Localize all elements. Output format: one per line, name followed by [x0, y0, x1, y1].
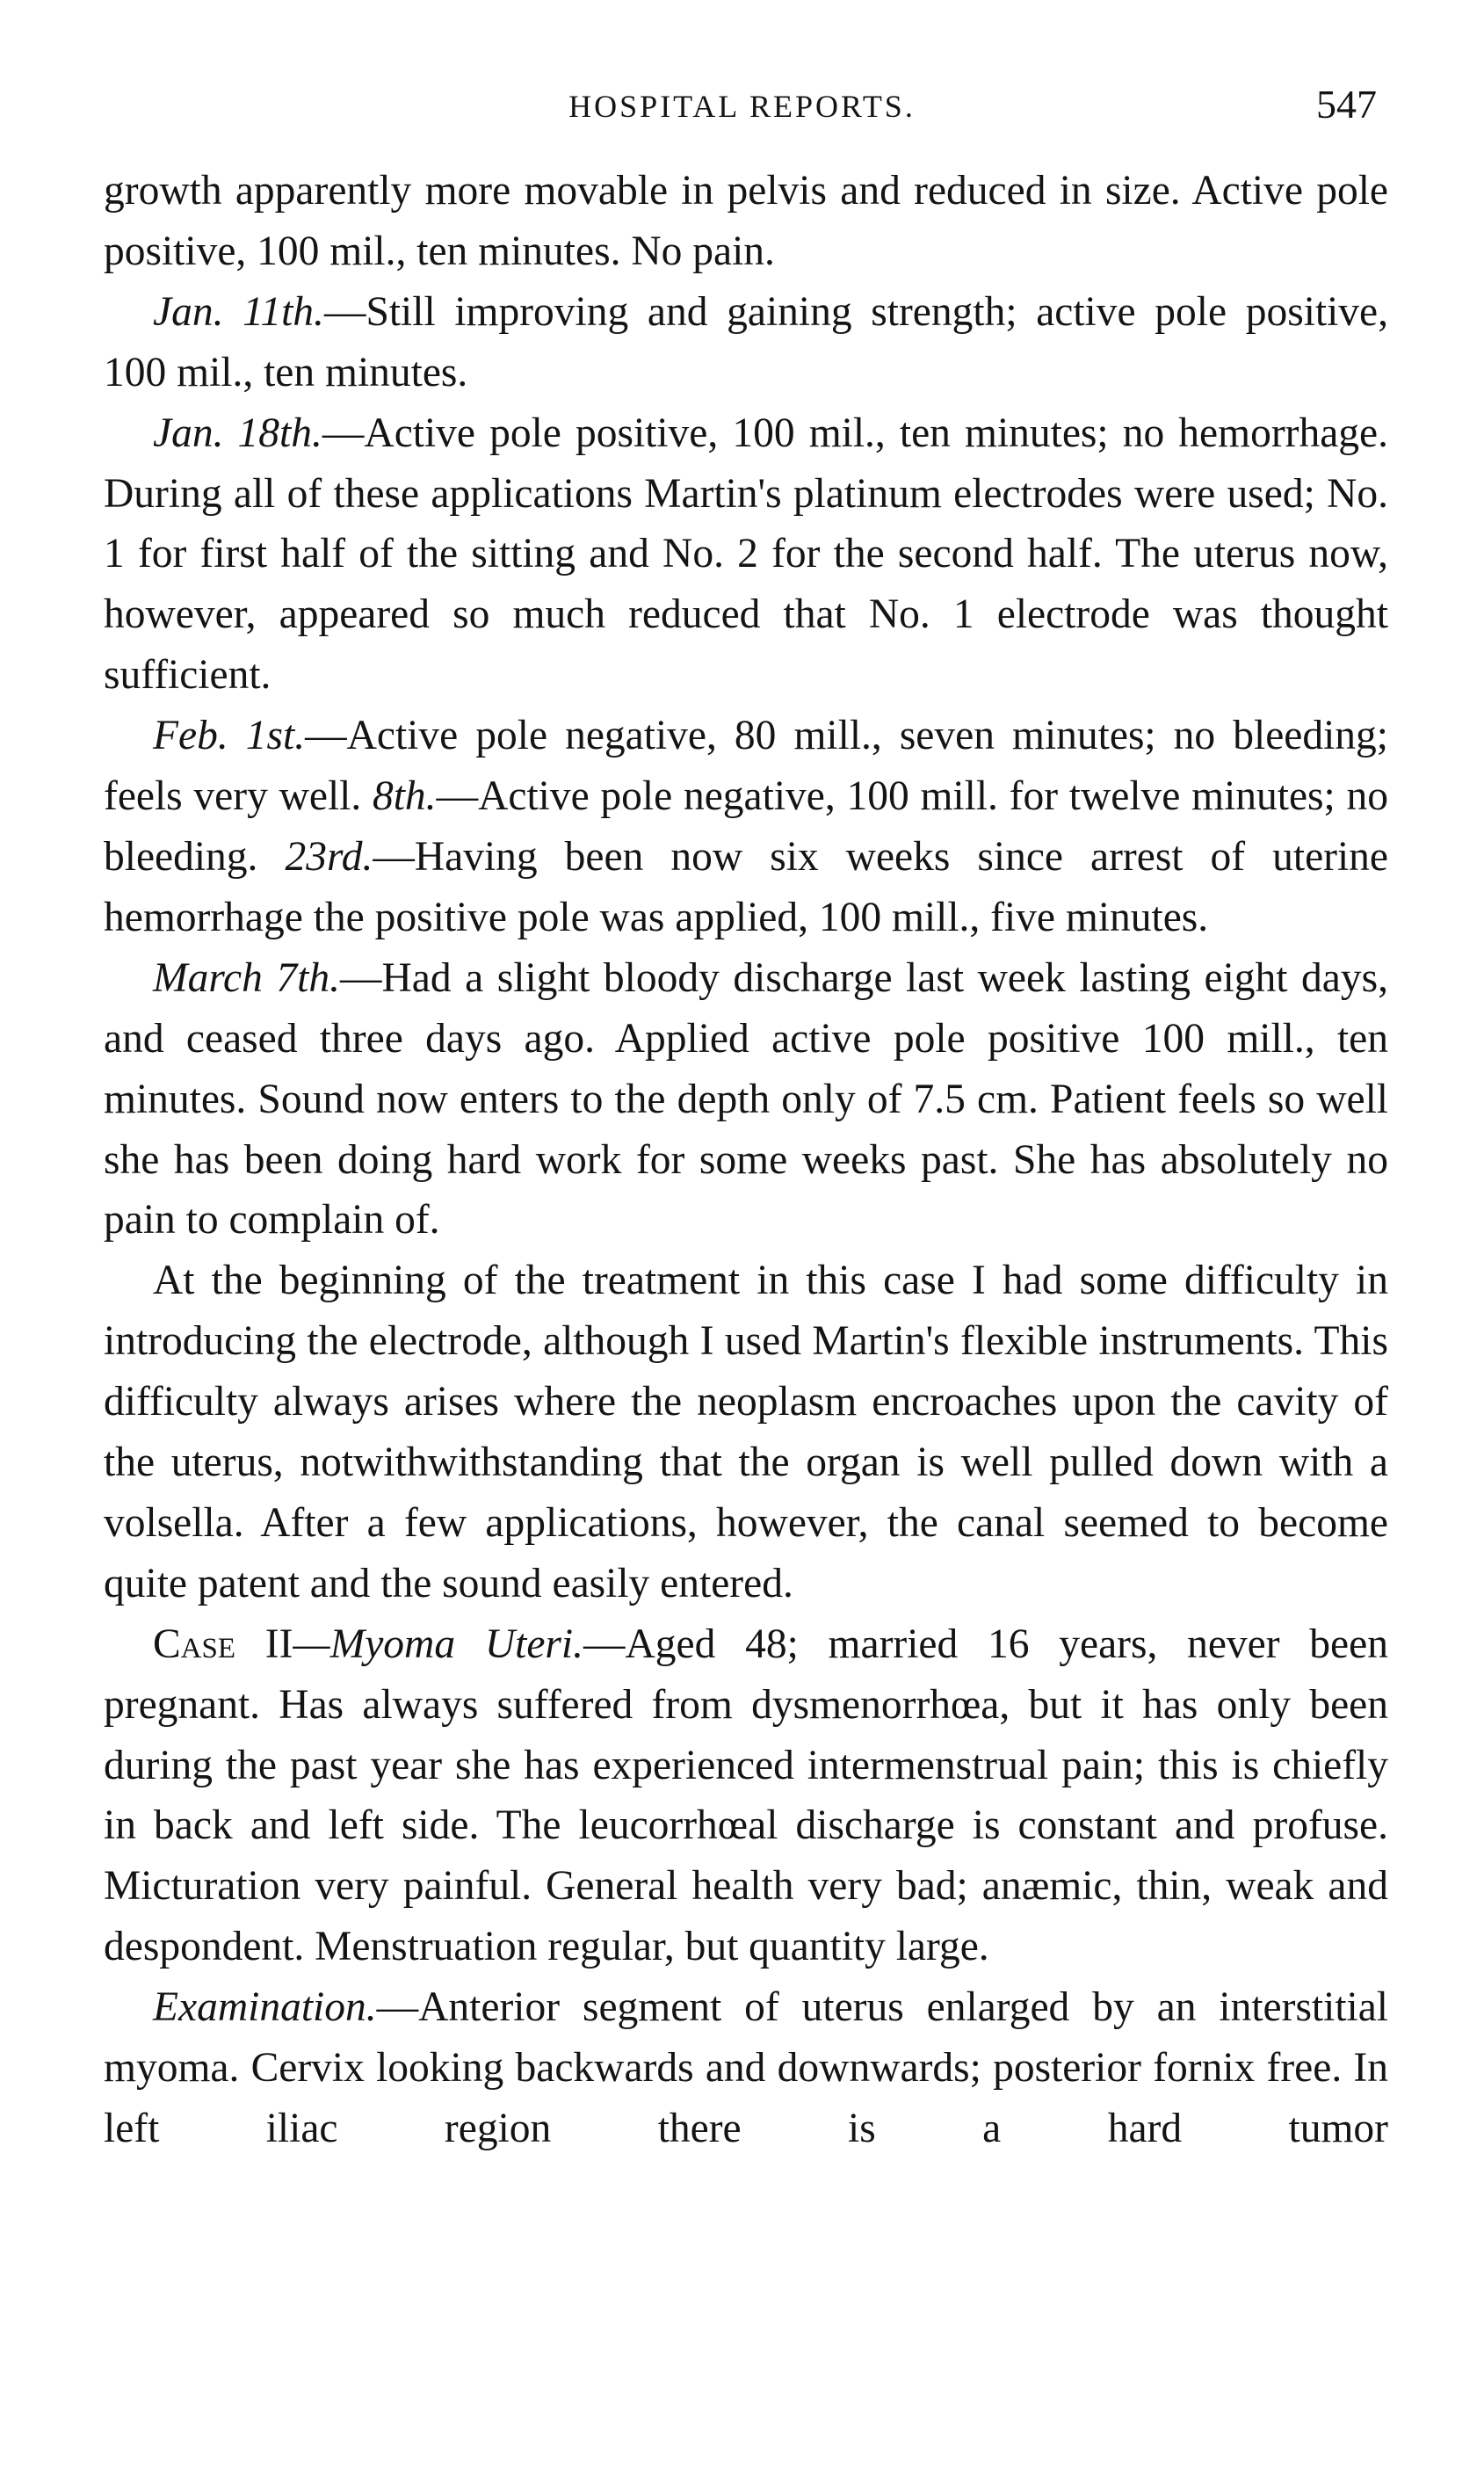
paragraph-jan-18 — [104, 403, 1388, 707]
date-heading: March 7th. — [153, 954, 340, 1001]
paragraph-feb — [104, 706, 1388, 948]
date-heading: 8th. — [372, 773, 437, 820]
paragraph-text: At the beginning of the treatment in this case I had some difficulty in introducing the electrode, although I used Martin's flexible instruments. This difficulty always arises where the neoplasm encroaches upon the cavity of the uterus, notwithwithstanding that the organ is well pulled down with a volsella. After a few applications, however, the canal seemed to become quite patent and the sound easily entered. — [104, 1258, 1388, 1606]
running-head — [0, 81, 1484, 134]
paragraph-examination — [104, 1977, 1388, 2159]
paragraph-text: —Had a slight bloody discharge last week lasting eight days, and ceased three days ago. Applied active pole positive 100 mill., ten minutes. Sound now enters to the depth only of 7.5 cm. Patient feels so well she has been doing hard work for some weeks past. She has absolutely no pain to complain of. — [104, 954, 1388, 1244]
body-text — [104, 161, 1388, 2159]
running-title: HOSPITAL REPORTS. — [568, 89, 916, 124]
paragraph-text: —Having been now six weeks since arrest of uterine hemorrhage the positive pole was applied, 100 mill., five minutes. — [104, 833, 1388, 940]
paragraph-text: —Aged 48; married 16 years, never been pregnant. Has always suffered from dysmenorrhœa, but it has only been during the past year she has experienced intermenstrual pain; this is chiefly in back and left side. The leucorrhœal discharge is constant and profuse. Micturation very painful. General health very bad; anæmic, thin, weak and despondent. Menstruation regular, but quantity large. — [104, 1621, 1388, 1970]
paragraph-text: —Active pole negative, 100 mill. for twelve minutes; no bleeding. — [104, 773, 1388, 880]
paragraph-march-7 — [104, 948, 1388, 1251]
date-heading: Jan. 18th. — [153, 410, 322, 456]
date-heading: Feb. 1st. — [153, 713, 306, 759]
paragraph-text: —Still improving and gaining strength; active pole positive, 100 mil., ten minutes. — [104, 288, 1388, 395]
date-heading: 23rd. — [285, 833, 373, 880]
page-number: 547 — [1316, 82, 1377, 127]
date-heading: Jan. 11th. — [153, 288, 324, 335]
paragraph-treatment-notes — [104, 1251, 1388, 1613]
section-heading: Examination. — [153, 1984, 377, 2031]
paragraph-text: —Active pole positive, 100 mil., ten minutes; no hemorrhage. During all of these applications Martin's platinum electrodes were used; No. 1 for first half of the sitting and No. 2 for the second half. The uterus now, however, appeared so much reduced that No. 1 electrode was thought sufficient. — [104, 410, 1389, 699]
paragraph-text: growth apparently more movable in pelvis and reduced in size. Active pole positive, 100 mil., ten minutes. No pain. — [104, 168, 1388, 274]
case-title: —Myoma Uteri. — [293, 1621, 583, 1667]
paragraph-text: —Anterior segment of uterus enlarged by an interstitial myoma. Cervix looking backwards and downwards; posterior fornix free. In left iliac region there is a hard tumor — [104, 1984, 1388, 2151]
paragraph-text: —Active pole negative, 80 mill., seven minutes; no bleeding; feels very well. — [104, 713, 1388, 820]
paragraph-case-2 — [104, 1614, 1388, 1977]
paragraph-continuation — [104, 161, 1388, 282]
case-label: Case II — [153, 1621, 293, 1667]
paragraph-jan-11 — [104, 282, 1388, 403]
